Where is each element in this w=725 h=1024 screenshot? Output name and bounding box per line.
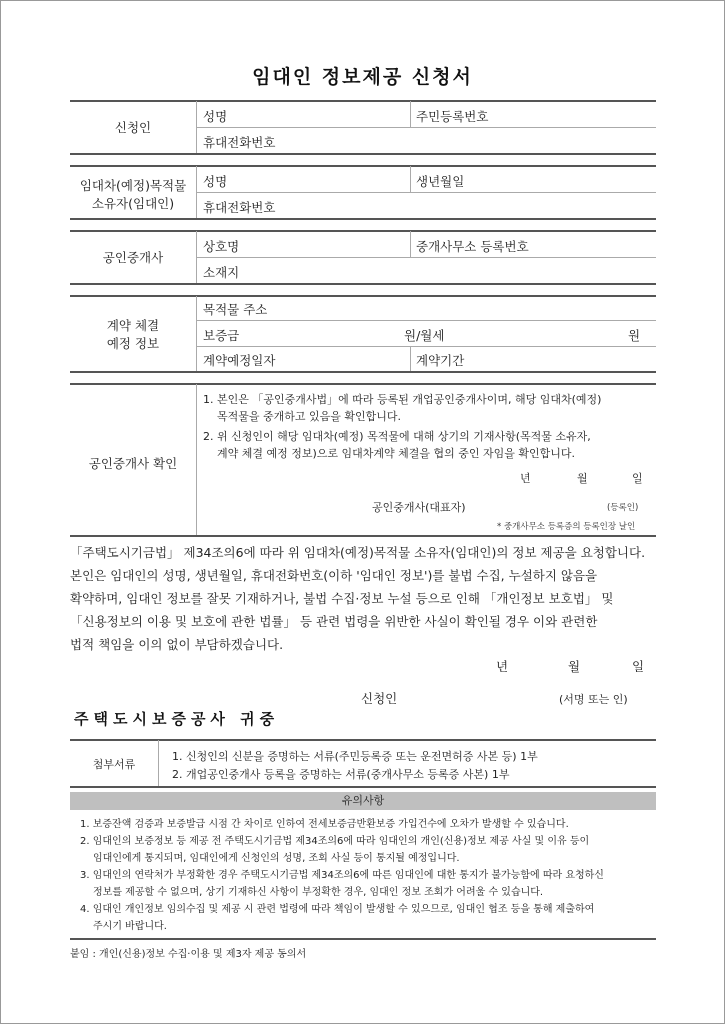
notice-line-1: 1. 보증잔액 검증과 보증발급 시점 간 차이로 인하여 전세보증금반환보증 가입건수에 오차가 발생할 수 있습니다. <box>80 819 569 830</box>
owner-phone-field[interactable]: 휴대전화번호 <box>203 200 276 215</box>
request-line-4: 「신용정보의 이용 및 보호에 관한 법률」 등 관련 법령을 위반한 사실이 확인될 경우 이와 관련한 <box>70 614 598 629</box>
agent-signer-label: 공인중개사(대표자) <box>372 501 466 514</box>
confirm-item1-line2: 목적물을 중개하고 있음을 확인합니다. <box>217 410 402 423</box>
applicant-name-field[interactable]: 성명 <box>203 109 228 124</box>
confirm-year: 년 <box>520 472 531 485</box>
recipient-heading: 주택도시보증공사 귀중 <box>74 710 280 728</box>
request-line-5: 법적 책임을 이의 없이 부담하겠습니다. <box>70 637 284 652</box>
notice-line-5: 정보를 제공할 수 없으며, 상기 기재하신 사항이 부정확한 경우, 임대인 정보 조회가 어려울 수 있습니다. <box>93 887 544 898</box>
rule <box>70 100 656 102</box>
notice-line-2: 2. 임대인의 보증정보 등 제공 전 주택도시기금법 제34조의6에 따라 임대인의 개인(신용)정보 제공 사실 및 이유 등이 <box>80 836 590 847</box>
owner-label-line1: 임대차(예정)목적물 <box>79 178 187 193</box>
confirm-month: 월 <box>577 472 588 485</box>
applicant-day: 일 <box>632 659 645 674</box>
agent-address-field[interactable]: 소재지 <box>203 265 240 280</box>
applicant-rrn-field[interactable]: 주민등록번호 <box>416 109 489 124</box>
attachment-item-2: 2. 개업공인중개사 등록을 증명하는 서류(중개사무소 등록증 사본) 1부 <box>172 768 510 781</box>
owner-birth-field[interactable]: 생년월일 <box>416 174 465 189</box>
applicant-year: 년 <box>496 659 509 674</box>
agent-office-reg-field[interactable]: 중개사무소 등록번호 <box>416 239 529 254</box>
applicant-month: 월 <box>568 659 581 674</box>
confirm-item1-line1: 1. 본인은 「공인중개사법」에 따라 등록된 개업공인중개사이며, 해당 임대차(예정) <box>203 393 602 406</box>
notice-line-4: 3. 임대인의 연락처가 부정확한 경우 주택도시기금법 제34조의6에 따른 임대인에 대한 통지가 불가능함에 따라 요청하신 <box>80 870 604 881</box>
applicant-sign-placeholder[interactable]: (서명 또는 인) <box>559 693 628 706</box>
notice-line-3: 임대인에게 통지되며, 임대인에게 신청인의 성명, 조회 사실 등이 통지될 예정입니다. <box>93 853 460 864</box>
deposit-unit: 원/월세 <box>404 328 445 343</box>
agent-firm-field[interactable]: 상호명 <box>203 239 240 254</box>
notice-line-7: 주시기 바랍니다. <box>93 921 167 932</box>
applicant-phone-field[interactable]: 휴대전화번호 <box>203 135 276 150</box>
applicant-sign-label: 신청인 <box>361 691 398 706</box>
appendix-note: 붙임 : 개인(신용)정보 수집·이용 및 제3자 제공 동의서 <box>70 949 307 960</box>
notice-line-6: 4. 임대인 개인정보 임의수집 및 제공 시 관련 법령에 따라 책임이 발생할 수 있으므로, 임대인 협조 등을 통해 제출하여 <box>80 904 595 915</box>
confirm-item2-line2: 계약 체결 예정 정보)으로 임대차계약 체결을 협의 중인 자임을 확인합니다. <box>217 447 576 460</box>
request-line-2: 본인은 임대인의 성명, 생년월일, 휴대전화번호(이하 '임대인 정보')를 불법 수집, 누설하지 않음을 <box>70 568 598 583</box>
planned-date-field[interactable]: 계약예정일자 <box>203 353 276 368</box>
attachment-item-1: 1. 신청인의 신분을 증명하는 서류(주민등록증 또는 운전면허증 사본 등) 1부 <box>172 750 538 763</box>
agent-seal: (등록인) <box>607 503 639 513</box>
request-line-3: 확약하며, 임대인 정보를 잘못 기재하거나, 불법 수집·정보 누설 등으로 인해 「개인정보 보호법」 및 <box>70 591 614 606</box>
contract-label-line2: 예정 정보 <box>106 336 160 351</box>
owner-name-field[interactable]: 성명 <box>203 174 228 189</box>
agent-label: 공인중개사 <box>102 250 164 265</box>
notice-header: 유의사항 <box>70 792 656 810</box>
contract-period-field[interactable]: 계약기간 <box>416 353 465 368</box>
confirm-day: 일 <box>632 472 643 485</box>
attachments-label: 첨부서류 <box>92 758 136 771</box>
applicant-label: 신청인 <box>114 120 152 135</box>
property-address-field[interactable]: 목적물 주소 <box>203 302 268 317</box>
owner-label-line2: 소유자(임대인) <box>91 196 175 211</box>
deposit-field[interactable]: 보증금 <box>203 328 240 343</box>
agent-seal-note: * 중개사무소 등록증의 등록인장 날인 <box>497 522 636 532</box>
contract-label-line1: 계약 체결 <box>106 318 160 333</box>
request-line-1: 「주택도시기금법」 제34조의6에 따라 위 임대차(예정)목적물 소유자(임대인)의 정보 제공을 요청합니다. <box>70 545 646 560</box>
confirm-item2-line1: 2. 위 신청인이 해당 임대차(예정) 목적물에 대해 상기의 기재사항(목적물 소유자, <box>203 430 591 443</box>
rent-unit: 원 <box>628 328 641 343</box>
agent-confirm-label: 공인중개사 확인 <box>88 456 178 471</box>
page-title: 임대인 정보제공 신청서 <box>252 66 473 88</box>
